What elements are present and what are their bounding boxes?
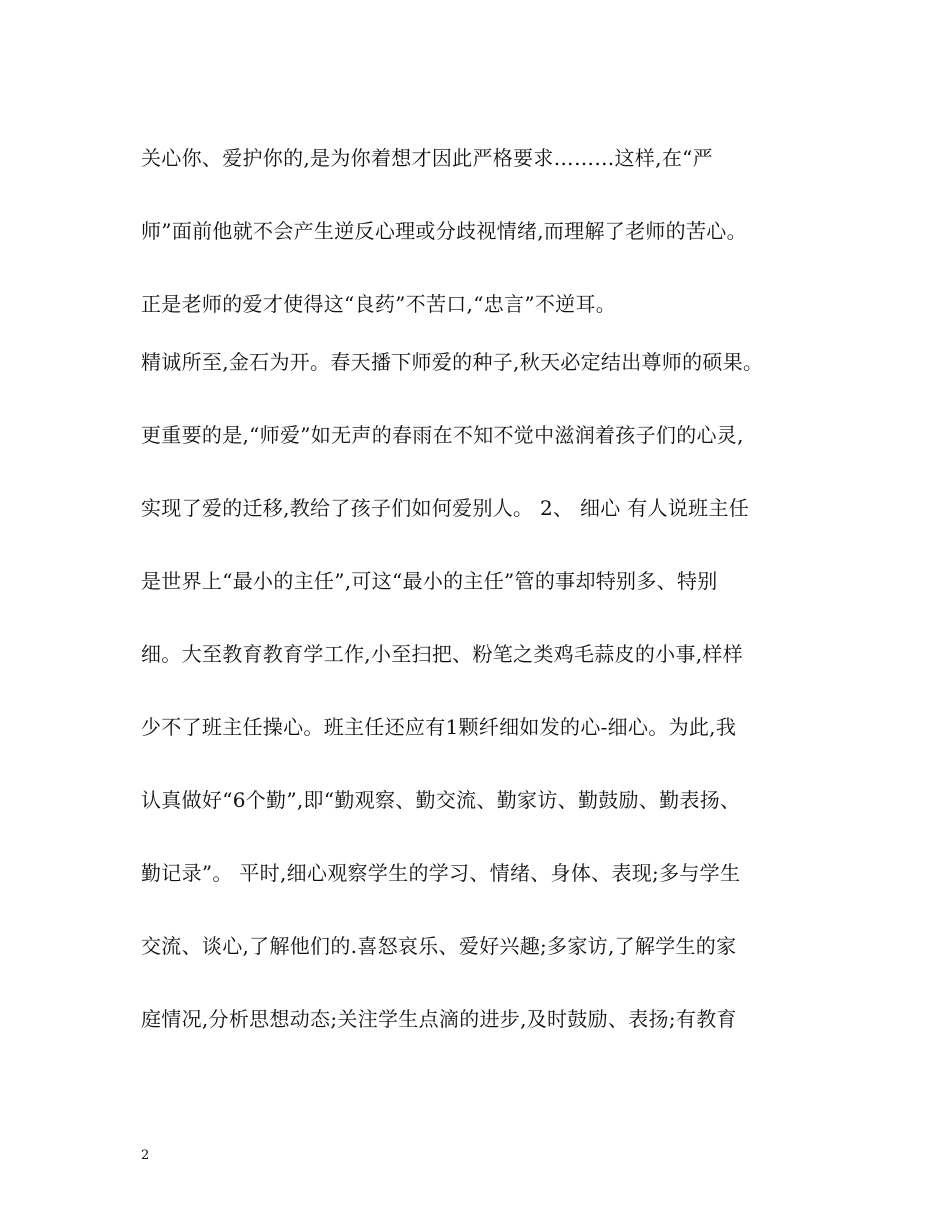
- text-line: 交流、谈心,了解他们的.喜怒哀乐、爱好兴趣;多家访,了解学生的家: [141, 934, 737, 958]
- text-line: 更重要的是,“师爱”如无声的春雨在不知不觉中滋润着孩子们的心灵,: [141, 423, 744, 447]
- text-line: 庭情况,分析思想动态;关注学生点滴的进步,及时鼓励、表扬;有教育: [141, 1007, 737, 1031]
- text-line: 师”面前他就不会产生逆反心理或分歧视情绪,而理解了老师的苦心。: [141, 219, 747, 243]
- text-line: 细。大至教育教育学工作,小至扫把、粉笔之类鸡毛蒜皮的小事,样样: [141, 642, 744, 666]
- text-line: 认真做好“6个勤”,即“勤观察、勤交流、勤家访、勤鼓励、勤表扬、: [141, 788, 741, 812]
- text-line: 精诚所至,金石为开。春天播下师爱的种子,秋天必定结出尊师的硕果。: [141, 350, 764, 374]
- page-number: 2: [141, 1148, 150, 1163]
- text-line: 是世界上“最小的主任”,可这“最小的主任”管的事却特别多、特别: [141, 569, 718, 593]
- text-line: 关心你、爱护你的,是为你着想才因此严格要求………这样,在“严: [141, 146, 713, 170]
- text-line: 勤记录”。 平时,细心观察学生的学习、情绪、身体、表现;多与学生: [141, 861, 741, 885]
- text-line: 正是老师的爱才使得这“良药”不苦口,“忠言”不逆耳。: [141, 292, 617, 316]
- text-line: 少不了班主任操心。班主任还应有1颗纤细如发的心-细心。为此,我: [141, 715, 737, 739]
- text-line: 实现了爱的迁移,教给了孩子们如何爱别人。 2、 细心 有人说班主任: [141, 496, 750, 520]
